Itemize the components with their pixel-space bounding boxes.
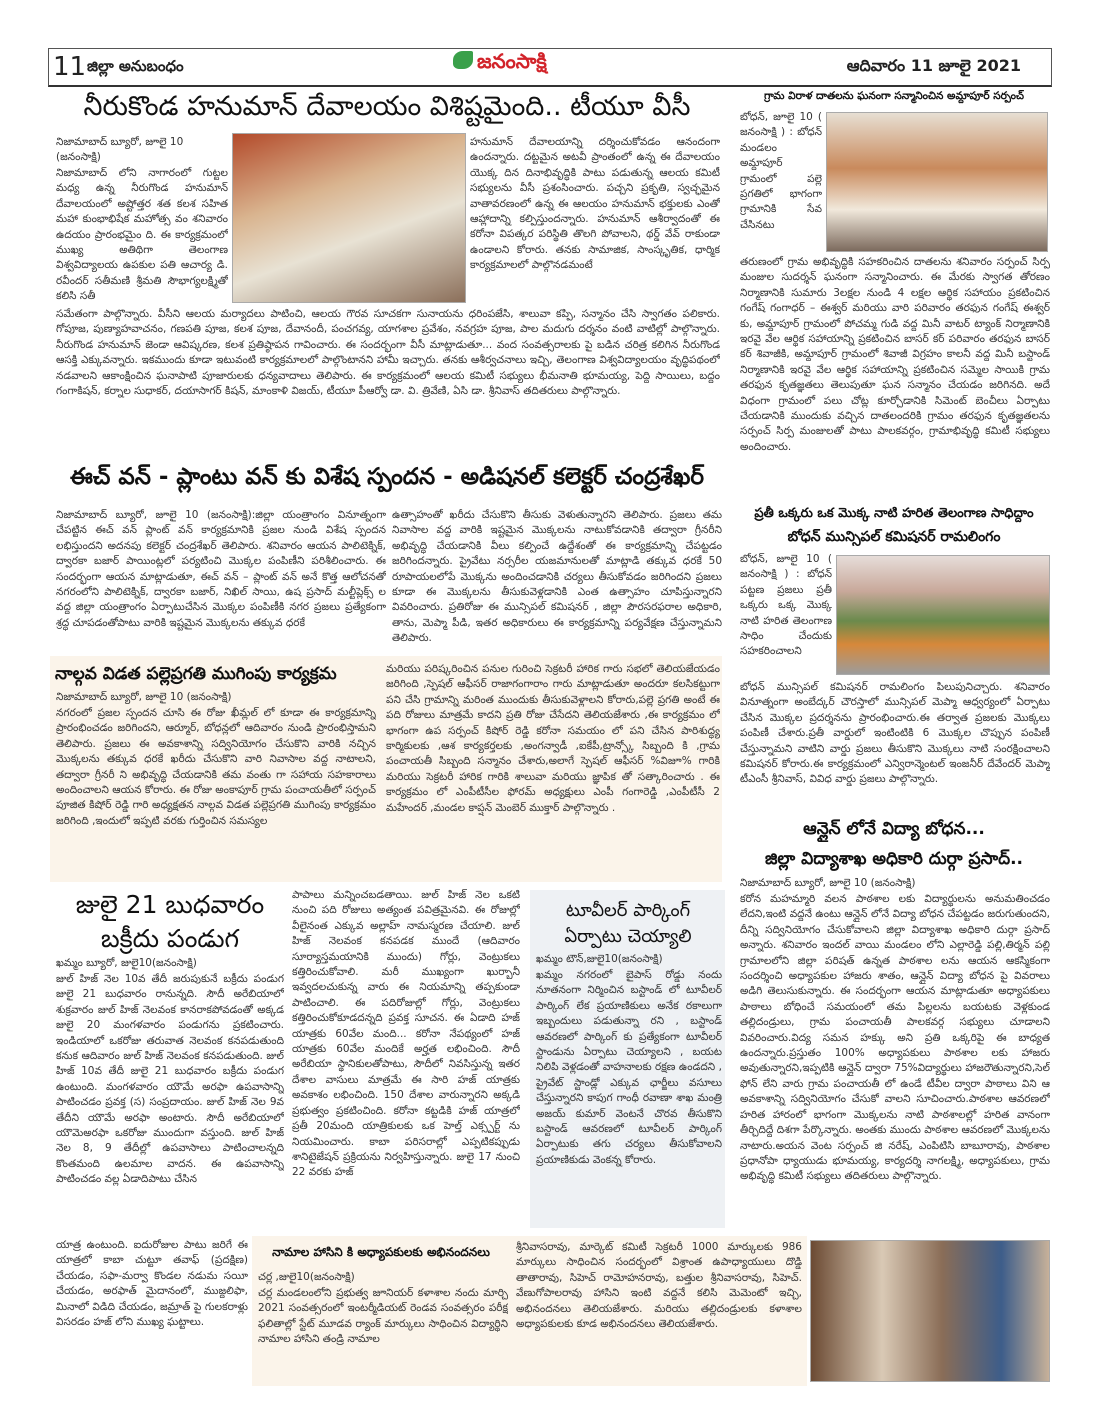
page-number: 11 (53, 52, 87, 82)
side2-body: బోధన్ మున్సిపల్ కమిషనర్ రామలింగం పిలుపునిచ్చారు. శనివారం వినూత్నంగా అంబేద్కర్ చౌరస్తాలో మున్సిపల్ మెప్మా ఆధ్వర్యంలో ఏర్పాటు చేసిన మొక్కల ప్రదర్శనను ప్రారంభించారు.ఈ తర్వాత ప్రజలకు మొక్కలు పంపిణీ చేశారు.ప్రతీ వార్డులో ఇంటింటికి 6 మొక్కల చొప్పున పంపిణీ చేస్తున్నామని వాటిని వార్డు ప్రజలు తీసుకొని మొక్కలు నాటి సంరక్షించాలని కమిషనర్ కోరారు.ఈ కార్యక్రమంలో ఎన్విరాన్మెంటల్ ఇంజనీర్ దేవేందర్ మెప్మా టీఎంసీ శ్రీనివాస్, వివిధ వార్డు ప్రజలు పాల్గొన్నారు. (740, 681, 1050, 786)
parking-headline-2: ఏర్పాటు చెయ్యాలి (564, 926, 692, 947)
side3-headline-2: జిల్లా విద్యాశాఖ అధికారి దుర్గా ప్రసాద్.. (764, 849, 1024, 869)
namala-headline: నామాల హాసిని కి అధ్యాపకులకు అభినందనలు (272, 1245, 490, 1259)
side2-intro: బోధన్, జూలై 10 ( జనంసాక్షి ) : బోధన్ పట్టణ ప్రజలు ప్రతీ ఒక్కరు ఒక్క మొక్క నాటి హరిత తెలంగాణ సాధిం చేందుకు సహకరించాలని (740, 553, 832, 658)
parking-headline-1: టూవీలర్ పార్కింగ్ (565, 900, 691, 921)
story3-headline: నాల్గవ విడత పల్లెప్రగతి ముగింపు కార్యక్రమ (55, 664, 337, 684)
side1-photo (826, 112, 1048, 252)
bakrid-col1: జుల్ హిజ్ నెల 10వ తేదీ జరుపుకునే బక్రీదు పండుగ జులై 21 బుధవారం రానున్నది. సౌదీ అరేబియాలో శుక్రవారం జుల్ హిజ్ నెలవంక కానరాకపోవడంతో అక్కడ జులై 20 మంగళవారం పండుగను ప్రకటించారు. ఇండియాలో ఒకరోజు తరువాత నెలవంక కనపడుతుంది కనుక ఆదివారం జుల్ హిజ్ నెలవంక కనపడుతుంది. జుల్ హిజ్ 10వ తేదీ జులై 21 బుధవారం బక్రీదు పండుగ ఉంటుంది. మంగళవారం యౌమే అరఫా ఉపవాసాన్ని పాటించడం ప్రవక్త (స) సంప్రదాయం. జుల్ హిజ్ నెల 9వ తేదీని యౌమే అరఫా అంటారు. సౌదీ అరేబియాలో యౌమెఅరఫా ఒకరోజు ముందుగా వస్తుంది. జుల్ హిజ్ నెల 8, 9 తేదీల్లో ఉపవాసాలు పాటించాలన్నది కొంతమంది ఉలమాల వాదన. ఈ ఉపవాసాన్ని పాటించడం వల్ల ఏడాదిపాటు చేసిన (56, 973, 284, 1186)
side1-intro: బోధన్, జూలై 10 ( జనంసాక్షి ) : బోధన్ మండలం అమ్దాపూర్ గ్రామంలో పల్లె ప్రగతిలో భాగంగా గ్రామానికి సేవ చేసినటు (740, 111, 822, 231)
bakrid-headline-2: బక్రీదు పండుగ (100, 924, 240, 953)
story2-col1: నిజామాబాద్ బ్యూరో, జూలై 10 (జనంసాక్షి):జిల్లా యంత్రాంగం వినూత్నంగా చేపట్టిన ఈచ్ వన్ ప్లాంట్ వన్ కార్యక్రమానికి ప్రజల నుండి విశేష స్పందన లభిస్తుందని అదనపు కలెక్టర్ చంద్రశేఖర్ తెలిపారు. శనివారం ఆయన పాలిటెక్నిక్, ద్వారకా బజార్ పాయింట్లలో పర్యటించి మొక్కల పంపిణీని పరిశీలించారు. ఈ సందర్భంగా ఆయన మాట్లాడుతూ, ఈచ్ వన్ – ప్లాంట్ వన్ అనే కొత్త ఆలోచనతో నగరంలోని పాలిటెక్నిక్, ద్వారకా బజార్, నిఖిల్ సాయి, ఉష ప్రసాద్ మల్టీప్లెక్స్ ల వద్ద జిల్లా యంత్రాంగం ఏర్పాటుచేసిన మొక్కల పంపిణీకి నగర ప్రజలు ప్రత్యేకంగా శ్రద్ధ చూపడంతోపాటు వారికి ఇష్టమైన మొక్కలను తక్కువ ధరకే (56, 509, 386, 629)
namala-dateline: చర్ల ,జులై10(జనంసాక్షి) (258, 1271, 355, 1283)
page-header (48, 48, 1052, 87)
section-title: జిల్లా అనుబంధం (87, 57, 184, 75)
story1-headline: నీరుకొండ హనుమాన్ దేవాలయం విశిష్టమైంది.. టీయూ వీసీ (83, 91, 691, 122)
namala-col2: శ్రీనివాసరావు, మార్కెట్ కమిటీ సెక్రటరీ 1000 మార్కులకు 986 మార్కులు సాధించిన సందర్భంలో విశ్రాంత ఉపాధ్యాయులు దొడ్డి తాతారావు, సిహెచ్ రామోహనరావు, బత్తుల శ్రీనివాసరావు, సిహెచ్. వేణుగోపాలరావు హాసిని ఇంటి వద్దనే కలిసి మెమెంటో ఇచ్చి, అభినందనలు తెలియజేశారు. మరియు తల్లిదండ్రులకు కళాశాల అధ్యాపకులకు కూడ అభినందనలు తెలియజేశారు. (516, 1241, 802, 1331)
logo-leaf-icon (453, 51, 473, 69)
bakrid-headline-1: జులై 21 బుధవారం (75, 890, 265, 919)
side3-body: కరోన మహమ్మారి వలన పాఠశాల లకు విద్యార్థులను అనుమతించడం లేదని,ఇంటి వద్దనే ఉంటు ఆన్లైన్ లోనే విద్యా బోధన చేపట్టడం జరుగుతుందని, దీన్ని సద్వినియోగం చేసుకోవాలని జిల్లా విద్యాశాఖ అధికారి దుర్గా ప్రసాద్ అన్నారు. శనివారం ఇందల్ వాయి మండలం లోని ఎల్లారెడ్డి పల్లి,తిర్మన్ పల్లి గ్రామాలలోని జిల్లా పరిషత్ ఉన్నత పాఠశాల లను ఆయన ఆకస్మికంగా సందర్శించి అధ్యాపకుల హాజరు శాతం, ఆన్లైన్ విద్యా బోధన పై వివరాలు అడిగి తెలుసుకున్నారు. ఈ సందర్భంగా ఆయన మాట్లాడుతూ అధ్యాపకులు పాఠాలు బోధించే సమయంలో తమ పిల్లలను బయటకు వెళ్లకుండ తల్లిదండ్రులు, గ్రామ పంచాయతీ పాలకవర్గ సభ్యులు చూడాలని వివరించారు.విద్య సమన హక్కు అని ప్రతి ఒక్కరిపై ఈ బాధ్యత ఉందన్నారు.ప్రస్తుతం 100% అధ్యాపకులు పాఠశాల లకు హాజరు అవుతున్నారని,ఇప్పటికి ఆన్లైన్ ద్వారా 75%విద్యార్థులు హాజరౌతున్నారని,సెల్ ఫోన్ లేని వారు గ్రామ పంచాయతీ లో ఉండే టీవీల ద్వారా పాఠాలు విని ఆ అవకాశాన్ని సద్వినియోగం చేసుకో వాలని సూచించారు.పాఠశాల ఆవరణలో హరిత హారంలో భాగంగా మొక్కలను నాటి పాఠశాలల్లో హరిత వానంగా తీర్చిదిద్దే దిశగా పేర్కొన్నారు. అంతకు ముందు పాఠశాల ఆవరణలో మొక్కలను నాటారు.అయన వెంట సర్పంచ్ జి నరేష్, ఎంపిటిసి బాబూరావు, పాఠశాల ప్రధానోపా ధ్యాయుడు భూమయ్య, కార్యదర్శి నాగలక్ష్మి, అధ్యాపకులు, గ్రామ అభివృద్ధి కమిటీ సభ్యులు తదితరులు పాల్గొన్నారు. (740, 893, 1050, 1183)
side3-dateline: నిజామాబాద్ బ్యూరో, జూలై 10 (జనంసాక్షి) (740, 877, 916, 889)
namala-col1: చర్ల మండలంలోని ప్రభుత్వ జూనియర్ కళాశాల నందు మార్చి 2021 సంవత్సరంలో ఇంటర్మీడియట్ రెండవ సంవత్సరం పరీక్ష ఫలితాల్లో స్టేట్ మూడవ ర్యాంక్ మార్కులు సాధించిన విద్యార్థిని నామాల హాసిని తండ్రి నామాల (258, 1287, 508, 1346)
logo-text: జనంసాక్షి (477, 49, 547, 73)
story1-col2: హనుమాన్ దేవాలయాన్ని దర్శించుకోవడం ఆనందంగా ఉందన్నారు. దట్టమైన అటవీ ప్రాంతంలో ఉన్న ఈ దేవాలయం యొక్క దిన దినాభివృద్ధికి పాటు పడుతున్న ఆలయ కమిటీ సభ్యులను వీసీ ప్రశంసించారు. పచ్చని ప్రకృతి, స్వచ్ఛమైన వాతావరణంలో ఉన్న ఈ ఆలయం హనుమాన్ భక్తులకు ఎంతో ఆహ్లాదాన్ని కల్పిస్తుందన్నారు. హనుమాన్ ఆశీర్వాదంతో ఈ కరోనా విపత్కర పరిస్థితి తొలగి పోవాలని, థర్డ్ వేవ్ రాకుండా ఉండాలని కోరారు. తనకు సామాజిక, సాంస్కృతిక, ధార్మిక కార్యక్రమాలలో పాల్గొనడమంటే (470, 136, 720, 272)
side2-headline-1: ప్రతీ ఒక్కరు ఒక మొక్క నాటి హరిత తెలంగాణ సాధిద్దాం (754, 506, 1034, 521)
masthead-logo (453, 41, 603, 81)
side3-headline-1: ఆన్లైన్ లోనే విద్యా బోధన... (803, 819, 985, 839)
story1-photo (232, 133, 466, 303)
side1-body: తరుణంలో గ్రామ అభివృద్ధికి సహకరించిన దాతలను శనివారం సర్పంచ్ సిర్ప మంజుల సుదర్శన్ ఘనంగా సన్మానించారు. ఈ మేరకు స్వాగత తోరణం నిర్మాణానికి సుమారు 3లక్షల నుండి 4 లక్షల ఆర్థిక సహాయం ప్రకటించిన గంగేష్ గంగాధర్ – ఈశ్వర్ మరియు వారి పరివారం తరఫున గంగేష్ ఈశ్వర్ కు, అమ్దాపూర్ గ్రామంలో పోచమ్మ గుడి వద్ద మినీ వాటర్ ట్యాంక్ నిర్మాణానికి ఇరవై వేల ఆర్థిక సహాయాన్ని ప్రకటించిన బాసర్ కర్ పరివారం తరఫున బాసర్ కర్ శివాజీకి, అమ్దాపూర్ గ్రామంలో శివాజీ విగ్రహం కాలనీ వద్ద మినీ బస్టాండ్ నిర్మాణానికి ఇరవై వేల ఆర్థిక సహాయాన్ని ప్రకటించిన సమ్మెల సాయికి గ్రామ తరఫున కృతజ్ఞతలు తెలుపుతూ ఘన సన్మానం చేయడం జరిగినది. అదే విధంగా గ్రామంలో పలు చోట్ల కూర్చోడానికి సిమెంట్ బెంచీలు ఏర్పాటు చేయడానికి ముందుకు వచ్చిన దాతలందరికి గ్రామం తరఫున కృతజ్ఞతలను సర్పంచ్ సిర్ప మంజులతో పాటు పాలకవర్గం, గ్రామాభివృద్ధి కమిటీ సభ్యులు అందించారు. (740, 256, 1050, 453)
parking-dateline: ఖమ్మం టౌన్,జులై10(జనంసాక్షి) (536, 953, 663, 965)
story2-headline: ఈచ్ వన్ - ప్లాంటు వన్ కు విశేష స్పందన - అడిషనల్ కలెక్టర్ చంద్రశేఖర్ (70, 464, 704, 490)
parking-body: ఖమ్మం నగరంలో బైపాస్ రోడ్డు నందు నూతనంగా నిర్మించిన బస్టాండ్ లో టూవీలర్ పార్కింగ్ లేక ప్రయాణికులు అనేక రకాలుగా ఇబ్బందులు పడుతున్నా రని , బస్టాండ్ ఆవరణలో పార్కింగ్ కు ప్రత్యేకంగా టూవీలర్ స్టాండును ఏర్పాటు చెయ్యాలని , బయట నిలిపి వెళ్లడంతో వాహనాలకు రక్షణ ఉండదని , ప్రైవేట్ స్టాండ్లో ఎక్కువ ఛార్జీలు వసూలు చేస్తున్నారని కాపుగ గాంధీ రవాణా శాఖ మంత్రి అజయ్ కుమార్ వెంటనే చొరవ తీసుకొని బస్టాండ్ ఆవరణలో టూవీలర్ పార్కింగ్ ఏర్పాటుకు తగు చర్యలు తీసుకోవాలని ప్రయాణికుడు వెంకన్న కోరారు. (536, 969, 722, 1166)
story1-col1: నిజామాబాద్ లోని నాగారంలో గుట్టల మధ్య ఉన్న నీరుగొండ హనుమాన్ దేవాలయంలో అష్టోత్తర శత కలశ సహిత మహా కుంభాభిషేక మహోత్స వం శనివారం ఉదయం ప్రారంభమైం ది. ఈ కార్యక్రమంలో ముఖ్య అతిథిగా తెలంగాణ విశ్వవిద్యాలయ ఉపకుల పతి ఆచార్య డి. రవీందర్ సతీమణి శ్రీమతి సౌభాగ్యలక్ష్మితో కలిసి సతీ (56, 167, 228, 303)
story1-body: సమేతంగా పాల్గొన్నారు. వీసీని ఆలయ మర్యాదలు పాటించి, ఆలయ గౌరవ సూచకగా సునాయను ధరింపజేసి, శాలువా కప్పి, సన్మానం చేసి స్వాగతం పలికారు. గోపూజ, పుణ్యాహవాచనం, గణపతి పూజ, కలశ పూజ, దేవానందీ, పంచగవ్య, యాగశాల ప్రవేశం, నవగ్రహ పూజ, పాల మదుగు దర్శనం వంటి వాటిల్లో పాల్గొన్నారు. నీరుగొండ హనుమాన్ జెండా ఆవిష్కరణ, కలశ ప్రతిష్ఠాపన గావించారు. ఈ సందర్భంగా వీసీ మాట్లాడుతూ... వంద సంవత్సరాలకు పై బడిన చరిత్ర కలిగిన నీరుగొండ ఆసక్తి ఎక్కువన్నారు. ఇకముందు కూడా ఇటువంటి కార్యక్రమాలలో పాల్గొంటానని హామీ ఇచ్చారు. తనకు ఆశీర్వచనాలు ఇచ్చి, తెలంగాణ విశ్వవిద్యాలయం వృద్ధిపథంలో నడవాలని ఆకాంక్షించిన ఘనాపాటి పూజారులకు ధన్యవాదాలు తెలిపారు. ఈ కార్యక్రమంలో ఆలయ కమిటీ సభ్యులు భీమనాతి భూమయ్య, పెద్ది సాయిలు, బద్దం గంగాకిషన్, కర్నాల సుధాకర్, దయాసాగర్ కిషన్, మాంకాళి విజయ్, టీయూ పీఆర్వో డా. వి. త్రివేణి, ఏసి డా. శ్రీనివాస్ తదితరులు పాల్గొన్నారు. (56, 308, 720, 398)
bakrid-col3: యాత్ర ఉంటుంది. ఐదురోజుల పాటు జరిగే ఈ యాత్రలో కాబా చుట్టూ తవాఫ్ (ప్రదక్షిణ) చేయడం, సఫా-మర్వా కొండల నడుమ సయీ చేయడం, అరఫాత్ మైదానంలో, ముజ్దలిఫా, మినాలో విడిది చేయడం, జమ్రాత్ పై గులకరాళ్లు విసరడం హజ్ లోని ముఖ్య ఘట్టాలు. (56, 1239, 248, 1329)
bakrid-col2: పాపాలు మన్నించబడతాయి. జుల్ హిజ్ నెల ఒకటి నుంచి పది రోజులు అత్యంత పవిత్రమైనవి. ఈ రోజుల్లో వీలైనంత ఎక్కువ అల్లాహ్ నామస్మరణ చేయాలి. జుల్ హిజ్ నెలవంక కనపడక ముందే (ఆదివారం సూర్యాస్తమయానికి ముందు) గోర్లు, వెంట్రుకలు కత్తిరించుకోవాలి. మరీ ముఖ్యంగా ఖుర్బానీ ఇవ్వదలచుకున్న వారు ఈ నియమాన్ని తప్పకుండా పాటించాలి. ఈ పదిరోజుల్లో గోర్లు, వెంట్రుకలు కత్తిరించుకోకూడదన్నది ప్రవక్త సూచన. ఈ ఏడాది హజ్ యాత్రకు 60వేల మంది... కరోనా నేపథ్యంలో హజ్ యాత్రకు 60వేల మందికే అర్హత లభించింది. సౌదీ అరేబియా స్థానికులతోపాటు, సౌదీలో నివసిస్తున్న ఇతర దేశాల వాసులు మాత్రమే ఈ సారి హజ్ యాత్రకు అవకాశం లభించింది. 150 దేశాల వారున్నారని అక్కడి ప్రభుత్వం ప్రకటించింది. కరోనా కట్టడికి హజ్ యాత్రలో ప్రతీ 20మంది యాత్రికులకు ఒక హెల్త్ ఎక్స్పర్ట్ ను నియమించారు. కాబా పరిసరాల్లో ఎప్పటికప్పుడు శానిటైజేషన్ ప్రక్రియను నిర్వహిస్తున్నారు. జులై 17 నుంచి 22 వరకు హజ్ (292, 889, 520, 1179)
side1-headline: గ్రామ విరాళ దాతలను ఘనంగా సన్మానించిన అమ్దాపూర్ సర్పంచ్ (764, 90, 1024, 102)
namala-photo (810, 1240, 1050, 1382)
story2-col2: ఉత్సాహంతో ఖరీదు చేసుకొని తీసుకు వెళుతున్నారని తెలిపారు. ప్రజలు తమ నివాసాల వద్ద వారికి ఇష్టమైన మొక్కలను నాటుకోవడానికి తద్వారా గ్రీనరీని అభివృద్ధి చేయడానికి వీలు కల్పించే ఉద్దేశంతో ఈ కార్యక్రమాన్ని చేపట్టడం జరిగిందన్నారు. ప్రైవేటు నర్సరీల యజమానులతో మాట్లాడి తక్కువ ధరకే 50 రూపాయలలోపే మొక్కను అందించడానికి చర్యలు తీసుకోవడం జరిగిందని ప్రజలు కూడా ఈ మొక్కలను తీసుకువెళ్లడానికి ఎంత ఉత్సాహం చూపిస్తున్నారని వివరించారు. ప్రతిరోజు ఈ మున్సిపల్ కమిషనర్ , జిల్లా పౌరసరఫరాల అధికారి, తాను, మెప్మా పీడి, ఇతర అధికారులు ఈ కార్యక్రమాన్ని పర్యవేక్షణ చేస్తున్నామని తెలిపారు. (392, 509, 722, 645)
side2-headline-2: బోధన్ మున్సిపల్ కమిషనర్ రామలింగం (787, 529, 1001, 545)
story3-dateline: నిజామాబాద్ బ్యూరో, జూలై 10 (జనంసాక్షి) (56, 691, 232, 703)
side2-photo (836, 555, 1050, 675)
bakrid-dateline: ఖమ్మం బ్యూరో, జులై10(జనంసాక్షి) (56, 957, 197, 969)
story3-col1: నగరంలో ప్రజల స్పందన చూసి ఈ రోజు ఖీమ్లల్ లో కూడా ఈ కార్యక్రమాన్ని ప్రారంభించడం జరిగిందని, ఆర్మూర్, బోధన్లలో ఆదివారం నుండి ప్రారంభిస్తామని తెలిపారు. ప్రజలు ఈ అవకాశాన్ని సద్వినియోగం చేసుకొని వారికి నచ్చిన మొక్కలను తక్కువ ధరకే ఖరీదు చేసుకొని వారి నివాసాల వద్ద నాటాలని, తద్వారా గ్రీనరీ ని అభివృద్ధి చేయడానికి తమ వంతు గా సహాయ సహకారాలు అందించాలని ఆయన కోరారు. ఈ రోజు అంకాపూర్ గ్రామ పంచాయతీలో సర్పంచ్ పూజిత కిషోర్ రెడ్డి గారి అధ్యక్షతన నాల్గవ విడత పల్లెప్రగతి ముగింపు కార్యక్రమం జరిగింది ,ఇందులో ఇప్పటి వరకు గుర్తించిన సమస్యల (56, 707, 376, 827)
story3-col2: మరియు పరిష్కరించిన పనుల గురించి సెక్రటరీ హారిక గారు సభలో తెలియజేయడం జరిగింది ,స్పెషల్ ఆఫీసర్ రాజాగంగారాం గారు మాట్లాడుతూ అందరూ కలసికట్టుగా పని చేసి గ్రామాన్ని మరింత ముందుకు తీసుకువెళ్లాలని కోరారు,పల్లె ప్రగతి అంటే ఈ పది రోజులు మాత్రమే కాదని ప్రతి రోజు చేసేదని తెలియజేశారు ,ఈ కార్యక్రమం లో భాగంగా ఉప సర్పంచ్ కిషోర్ రెడ్డి కరోనా సమయం లో పని చేసిన పారిశుద్ధ్య కార్మికులకు ,ఆశ కార్యకర్తలకు ,అంగన్వాడీ ,ఐకేపీ,ట్రాన్స్కో సిబ్బంది కి ,గ్రామ పంచాయతీ సిబ్బంది సన్మానం చేశారు,అలాగే స్పెషల్ ఆఫీసర్ %విజూ% గారికి మరియు సెక్రటరీ హారిక గారికి శాలువా మరియు జ్ఞాపిక తో సత్కారించారు . ఈ కార్యక్రమం లో ఎంపీటీసీల ఫోరమ్ అధ్యక్షులు ఎంపీ గంగారెడ్డి ,ఎంపీటీసీ 2 మహేందర్ ,మండల కాప్షన్ మెంబెర్ ముక్తార్ పాల్గొన్నారు . (386, 663, 720, 814)
story1-dateline: నిజామాబాద్ బ్యూరో, జూలై 10 (జనంసాక్షి) (56, 136, 184, 163)
issue-date: ఆదివారం 11 జూలై 2021 (846, 56, 1021, 75)
